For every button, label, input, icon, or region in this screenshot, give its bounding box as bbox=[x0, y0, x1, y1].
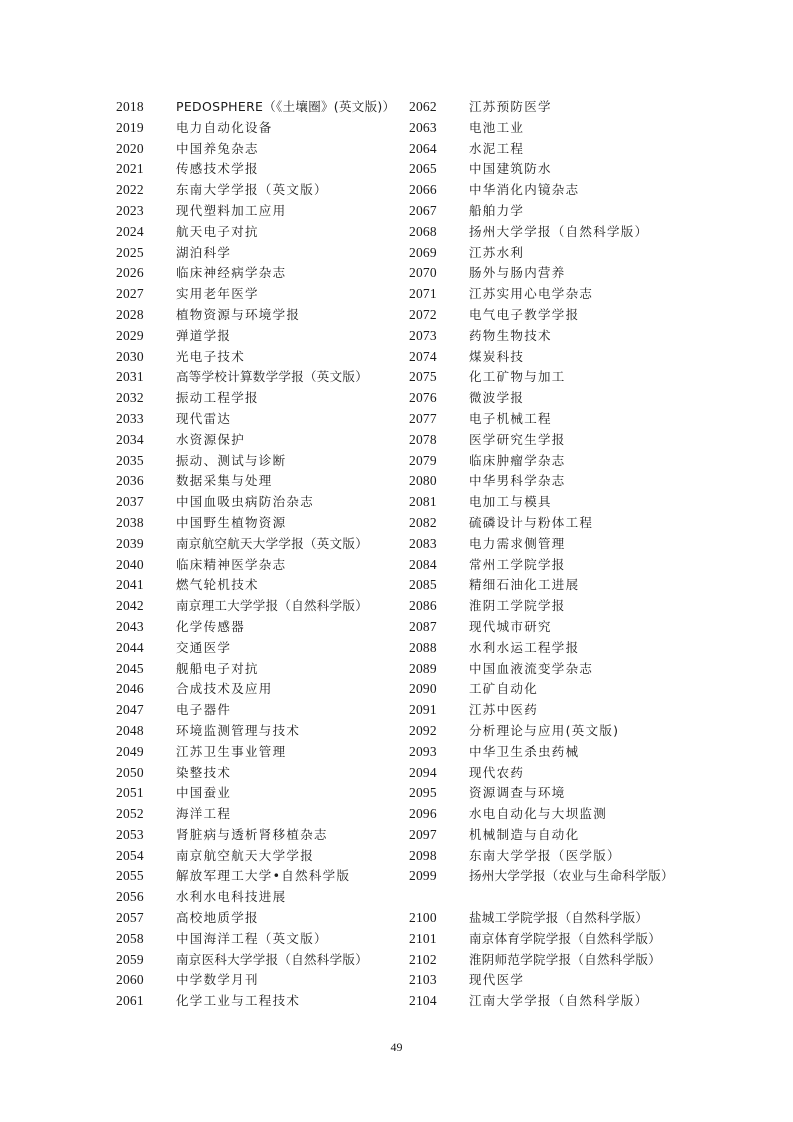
journal-title: 高校地质学报 bbox=[176, 910, 259, 926]
journal-entry bbox=[409, 139, 689, 160]
journal-entry bbox=[116, 97, 406, 118]
journal-title: 航天电子对抗 bbox=[176, 223, 259, 239]
entry-number: 2040 bbox=[116, 556, 144, 572]
journal-title: 江苏水利 bbox=[469, 244, 525, 260]
journal-entry bbox=[116, 970, 406, 991]
journal-title: 机械制造与自动化 bbox=[469, 826, 580, 842]
journal-entry bbox=[409, 596, 689, 617]
journal-title: 资源调查与环境 bbox=[469, 785, 566, 801]
journal-entry bbox=[409, 908, 689, 929]
entry-number: 2062 bbox=[409, 99, 437, 114]
journal-title: 染整技术 bbox=[176, 764, 232, 780]
entry-number: 2095 bbox=[409, 785, 437, 801]
journal-entry bbox=[409, 430, 689, 451]
entry-number: 2043 bbox=[116, 618, 144, 634]
journal-entry bbox=[116, 763, 406, 784]
entry-number: 2063 bbox=[409, 119, 437, 135]
entry-number: 2039 bbox=[116, 535, 144, 551]
journal-entry bbox=[409, 263, 689, 284]
journal-entry bbox=[409, 284, 689, 305]
journal-title: 电子器件 bbox=[176, 702, 232, 718]
entry-number: 2090 bbox=[409, 681, 437, 697]
journal-title: 化学传感器 bbox=[176, 618, 246, 634]
entry-number: 2068 bbox=[409, 223, 437, 239]
journal-entry bbox=[116, 866, 406, 887]
entry-number: 2080 bbox=[409, 473, 437, 489]
journal-entry bbox=[409, 804, 689, 825]
entry-number: 2074 bbox=[409, 348, 437, 364]
journal-entry bbox=[116, 555, 406, 576]
journal-entry bbox=[409, 700, 689, 721]
entry-number: 2024 bbox=[116, 223, 144, 239]
journal-entry bbox=[116, 513, 406, 534]
journal-title: 中国血液流变学杂志 bbox=[469, 660, 594, 676]
journal-title: 江苏卫生事业管理 bbox=[176, 743, 287, 759]
journal-entry bbox=[409, 659, 689, 680]
entry-number: 2078 bbox=[409, 431, 437, 447]
journal-entry bbox=[409, 513, 689, 534]
journal-entry bbox=[409, 866, 689, 908]
journal-title: 南京体育学院学报（自然科学版） bbox=[469, 930, 662, 946]
journal-entry bbox=[116, 201, 406, 222]
journal-title: 常州工学院学报 bbox=[469, 556, 566, 572]
journal-entry bbox=[409, 409, 689, 430]
journal-entry bbox=[409, 471, 689, 492]
journal-title: 化学工业与工程技术 bbox=[176, 993, 301, 1009]
journal-entry bbox=[116, 180, 406, 201]
journal-entry bbox=[116, 908, 406, 929]
entry-number: 2079 bbox=[409, 452, 437, 468]
journal-title: 江苏实用心电学杂志 bbox=[469, 286, 594, 302]
journal-title: 东南大学学报（英文版） bbox=[176, 182, 328, 198]
entry-number: 2060 bbox=[116, 972, 144, 988]
journal-title: 现代医学 bbox=[469, 972, 525, 988]
entry-number: 2031 bbox=[116, 369, 144, 385]
journal-title: 扬州大学学报（自然科学版） bbox=[469, 223, 649, 239]
journal-entry bbox=[409, 180, 689, 201]
entry-number: 2100 bbox=[409, 910, 437, 926]
entry-number: 2041 bbox=[116, 577, 144, 593]
journal-entry bbox=[409, 575, 689, 596]
journal-title: 水利水运工程学报 bbox=[469, 639, 580, 655]
journal-title: 煤炭科技 bbox=[469, 348, 525, 364]
journal-title: 电力自动化设备 bbox=[176, 119, 273, 135]
journal-title: 舰船电子对抗 bbox=[176, 660, 259, 676]
entry-number: 2076 bbox=[409, 390, 437, 406]
journal-title: 振动工程学报 bbox=[176, 390, 259, 406]
entry-number: 2055 bbox=[116, 868, 144, 884]
entry-number: 2044 bbox=[116, 639, 144, 655]
journal-title: 现代农药 bbox=[469, 764, 525, 780]
journal-entry bbox=[116, 783, 406, 804]
journal-title: 中国蚕业 bbox=[176, 785, 232, 801]
entry-number: 2089 bbox=[409, 660, 437, 676]
entry-number: 2071 bbox=[409, 286, 437, 302]
entry-number: 2026 bbox=[116, 265, 144, 281]
entry-number: 2094 bbox=[409, 764, 437, 780]
entry-number: 2098 bbox=[409, 847, 437, 863]
journal-title: 药物生物技术 bbox=[469, 327, 552, 343]
journal-title: 电气电子教学学报 bbox=[469, 306, 580, 322]
journal-title: 中华男科学杂志 bbox=[469, 473, 566, 489]
entry-number: 2086 bbox=[409, 598, 437, 614]
entry-number: 2033 bbox=[116, 410, 144, 426]
journal-entry bbox=[116, 430, 406, 451]
journal-entry bbox=[116, 887, 406, 908]
journal-title: 燃气轮机技术 bbox=[176, 577, 259, 593]
entry-number: 2073 bbox=[409, 327, 437, 343]
journal-entry bbox=[409, 555, 689, 576]
journal-title: 传感技术学报 bbox=[176, 161, 259, 177]
entry-number: 2081 bbox=[409, 494, 437, 510]
journal-entry bbox=[116, 492, 406, 513]
journal-title: 船舶力学 bbox=[469, 202, 525, 218]
journal-entry bbox=[116, 742, 406, 763]
entry-number: 2054 bbox=[116, 847, 144, 863]
entry-number: 2064 bbox=[409, 140, 437, 156]
entry-number: 2088 bbox=[409, 639, 437, 655]
entry-number: 2104 bbox=[409, 993, 437, 1009]
journal-entry bbox=[116, 388, 406, 409]
entry-number: 2093 bbox=[409, 743, 437, 759]
journal-title: 水电自动化与大坝监测 bbox=[469, 806, 608, 822]
journal-title: PEDOSPHERE（《土壤圈》(英文版)） bbox=[176, 99, 396, 114]
journal-title: 合成技术及应用 bbox=[176, 681, 273, 697]
journal-entry bbox=[116, 617, 406, 638]
journal-entry bbox=[409, 326, 689, 347]
journal-title: 江南大学学报（自然科学版） bbox=[469, 993, 649, 1009]
entry-number: 2032 bbox=[116, 390, 144, 406]
entry-number: 2102 bbox=[409, 951, 437, 967]
journal-entry bbox=[409, 159, 689, 180]
journal-title: 江苏中医药 bbox=[469, 702, 539, 718]
left-column bbox=[116, 97, 406, 1012]
journal-title: 南京医科大学学报（自然科学版） bbox=[176, 951, 369, 967]
journal-title: 环境监测管理与技术 bbox=[176, 722, 301, 738]
entry-number: 2020 bbox=[116, 140, 144, 156]
journal-entry bbox=[116, 263, 406, 284]
journal-entry bbox=[116, 409, 406, 430]
journal-entry bbox=[116, 139, 406, 160]
entry-number: 2022 bbox=[116, 182, 144, 198]
entry-number: 2036 bbox=[116, 473, 144, 489]
entry-number: 2091 bbox=[409, 702, 437, 718]
journal-title: 振动、测试与诊断 bbox=[176, 452, 287, 468]
entry-number: 2048 bbox=[116, 722, 144, 738]
journal-entry bbox=[116, 471, 406, 492]
journal-entry bbox=[409, 243, 689, 264]
journal-entry bbox=[116, 451, 406, 472]
entry-number: 2096 bbox=[409, 806, 437, 822]
journal-title: 现代城市研究 bbox=[469, 618, 552, 634]
journal-title: 水资源保护 bbox=[176, 431, 246, 447]
journal-entry bbox=[409, 950, 689, 971]
journal-title: 光电子技术 bbox=[176, 348, 246, 364]
journal-entry bbox=[116, 367, 406, 388]
entry-number: 2087 bbox=[409, 618, 437, 634]
journal-entry bbox=[116, 825, 406, 846]
entry-number: 2056 bbox=[116, 889, 144, 905]
journal-entry bbox=[116, 679, 406, 700]
journal-entry bbox=[116, 638, 406, 659]
entry-number: 2061 bbox=[116, 993, 144, 1009]
journal-title: 数据采集与处理 bbox=[176, 473, 273, 489]
journal-title: 电力需求侧管理 bbox=[469, 535, 566, 551]
journal-entry bbox=[409, 846, 689, 867]
journal-entry bbox=[116, 596, 406, 617]
entry-number: 2070 bbox=[409, 265, 437, 281]
journal-entry bbox=[116, 118, 406, 139]
journal-entry bbox=[409, 388, 689, 409]
journal-entry bbox=[409, 721, 689, 742]
journal-title: 解放军理工大学•自然科学版 bbox=[176, 868, 351, 884]
entry-number: 2069 bbox=[409, 244, 437, 260]
journal-title: 化工矿物与加工 bbox=[469, 369, 566, 385]
journal-entry bbox=[116, 159, 406, 180]
entry-number: 2084 bbox=[409, 556, 437, 572]
journal-entry bbox=[116, 326, 406, 347]
journal-entry bbox=[116, 659, 406, 680]
journal-title: 临床神经病学杂志 bbox=[176, 265, 287, 281]
journal-title: 中国海洋工程（英文版） bbox=[176, 930, 328, 946]
journal-entry bbox=[409, 222, 689, 243]
journal-entry bbox=[116, 222, 406, 243]
entry-number: 2077 bbox=[409, 410, 437, 426]
entry-number: 2019 bbox=[116, 119, 144, 135]
entry-number: 2101 bbox=[409, 930, 437, 946]
entry-number: 2051 bbox=[116, 785, 144, 801]
entry-number: 2023 bbox=[116, 202, 144, 218]
journal-title: 盐城工学院学报（自然科学版） bbox=[469, 910, 649, 926]
journal-entry bbox=[409, 492, 689, 513]
journal-title: 电加工与模具 bbox=[469, 494, 552, 510]
journal-title: 电池工业 bbox=[469, 119, 525, 135]
journal-title: 微波学报 bbox=[469, 390, 525, 406]
journal-title: 肠外与肠内营养 bbox=[469, 265, 566, 281]
journal-entry bbox=[116, 991, 406, 1012]
entry-number: 2037 bbox=[116, 494, 144, 510]
journal-entry bbox=[116, 534, 406, 555]
journal-entry bbox=[409, 638, 689, 659]
journal-entry bbox=[409, 617, 689, 638]
journal-title: 中国野生植物资源 bbox=[176, 514, 287, 530]
entry-number: 2059 bbox=[116, 951, 144, 967]
journal-title: 植物资源与环境学报 bbox=[176, 306, 301, 322]
entry-number: 2057 bbox=[116, 910, 144, 926]
journal-entry bbox=[409, 742, 689, 763]
journal-entry bbox=[116, 575, 406, 596]
journal-title: 扬州大学学报（农业与生命科学版） bbox=[469, 868, 674, 884]
journal-title: 南京航空航天大学学报 bbox=[176, 847, 315, 863]
journal-entry bbox=[116, 305, 406, 326]
journal-title: 实用老年医学 bbox=[176, 286, 259, 302]
journal-title: 南京理工大学学报（自然科学版） bbox=[176, 598, 369, 614]
journal-entry bbox=[116, 846, 406, 867]
entry-number: 2083 bbox=[409, 535, 437, 551]
journal-entry bbox=[116, 347, 406, 368]
journal-entry bbox=[409, 970, 689, 991]
journal-entry bbox=[409, 763, 689, 784]
entry-number: 2099 bbox=[409, 868, 437, 884]
entry-number: 2072 bbox=[409, 306, 437, 322]
entry-number: 2034 bbox=[116, 431, 144, 447]
journal-title: 硫磷设计与粉体工程 bbox=[469, 514, 594, 530]
journal-title: 现代塑料加工应用 bbox=[176, 202, 287, 218]
journal-title: 中国血吸虫病防治杂志 bbox=[176, 494, 315, 510]
journal-title: 肾脏病与透析肾移植杂志 bbox=[176, 826, 328, 842]
journal-title: 精细石油化工进展 bbox=[469, 577, 580, 593]
entry-number: 2052 bbox=[116, 806, 144, 822]
entry-number: 2082 bbox=[409, 514, 437, 530]
journal-title: 临床精神医学杂志 bbox=[176, 556, 287, 572]
entry-number: 2047 bbox=[116, 702, 144, 718]
journal-entry bbox=[409, 201, 689, 222]
journal-entry bbox=[409, 783, 689, 804]
entry-number: 2085 bbox=[409, 577, 437, 593]
journal-title: 淮阴工学院学报 bbox=[469, 598, 566, 614]
journal-title: 电子机械工程 bbox=[469, 410, 552, 426]
page-number: 49 bbox=[390, 1040, 403, 1054]
entry-number: 2028 bbox=[116, 306, 144, 322]
journal-title: 分析理论与应用(英文版) bbox=[469, 722, 620, 738]
journal-entry bbox=[116, 284, 406, 305]
journal-entry bbox=[409, 347, 689, 368]
entry-number: 2067 bbox=[409, 202, 437, 218]
journal-entry bbox=[409, 991, 689, 1012]
entry-number: 2065 bbox=[409, 161, 437, 177]
journal-title: 江苏预防医学 bbox=[469, 99, 552, 114]
journal-title: 交通医学 bbox=[176, 639, 232, 655]
entry-number: 2021 bbox=[116, 161, 144, 177]
entry-number: 2025 bbox=[116, 244, 144, 260]
journal-title: 淮阴师范学院学报（自然科学版） bbox=[469, 951, 662, 967]
entry-number: 2053 bbox=[116, 826, 144, 842]
journal-title: 中华消化内镜杂志 bbox=[469, 182, 580, 198]
journal-entry bbox=[409, 679, 689, 700]
right-column bbox=[409, 97, 689, 1012]
journal-title: 高等学校计算数学学报（英文版） bbox=[176, 369, 369, 385]
journal-entry bbox=[116, 243, 406, 264]
journal-title: 中国养兔杂志 bbox=[176, 140, 259, 156]
entry-number: 2092 bbox=[409, 722, 437, 738]
journal-title: 东南大学学报（医学版） bbox=[469, 847, 621, 863]
journal-entry bbox=[116, 950, 406, 971]
journal-entry bbox=[409, 451, 689, 472]
entry-number: 2103 bbox=[409, 972, 437, 988]
entry-number: 2045 bbox=[116, 660, 144, 676]
entry-number: 2046 bbox=[116, 681, 144, 697]
journal-title: 水泥工程 bbox=[469, 140, 525, 156]
journal-title: 海洋工程 bbox=[176, 806, 232, 822]
journal-title: 医学研究生学报 bbox=[469, 431, 566, 447]
entry-number: 2038 bbox=[116, 514, 144, 530]
journal-title: 湖泊科学 bbox=[176, 244, 232, 260]
journal-entry bbox=[409, 97, 689, 118]
journal-entry bbox=[409, 118, 689, 139]
journal-entry bbox=[116, 929, 406, 950]
entry-number: 2097 bbox=[409, 826, 437, 842]
journal-title: 工矿自动化 bbox=[469, 681, 539, 697]
journal-title: 中学数学月刊 bbox=[176, 972, 259, 988]
entry-number: 2030 bbox=[116, 348, 144, 364]
journal-entry bbox=[409, 534, 689, 555]
entry-number: 2050 bbox=[116, 764, 144, 780]
entry-number: 2027 bbox=[116, 286, 144, 302]
journal-title: 水利水电科技进展 bbox=[176, 889, 287, 905]
journal-title: 弹道学报 bbox=[176, 327, 232, 343]
journal-entry bbox=[409, 929, 689, 950]
entry-number: 2042 bbox=[116, 598, 144, 614]
entry-number: 2035 bbox=[116, 452, 144, 468]
journal-title: 中华卫生杀虫药械 bbox=[469, 743, 580, 759]
journal-entry bbox=[116, 700, 406, 721]
journal-title: 中国建筑防水 bbox=[469, 161, 552, 177]
journal-title: 南京航空航天大学学报（英文版） bbox=[176, 535, 369, 551]
journal-entry bbox=[409, 367, 689, 388]
entry-number: 2018 bbox=[116, 99, 144, 114]
journal-entry bbox=[116, 721, 406, 742]
entry-number: 2075 bbox=[409, 369, 437, 385]
journal-entry bbox=[409, 305, 689, 326]
entry-number: 2058 bbox=[116, 930, 144, 946]
entry-number: 2066 bbox=[409, 182, 437, 198]
journal-title: 现代雷达 bbox=[176, 410, 232, 426]
entry-number: 2049 bbox=[116, 743, 144, 759]
entry-number: 2029 bbox=[116, 327, 144, 343]
journal-entry bbox=[409, 825, 689, 846]
journal-entry bbox=[116, 804, 406, 825]
journal-title: 临床肿瘤学杂志 bbox=[469, 452, 566, 468]
